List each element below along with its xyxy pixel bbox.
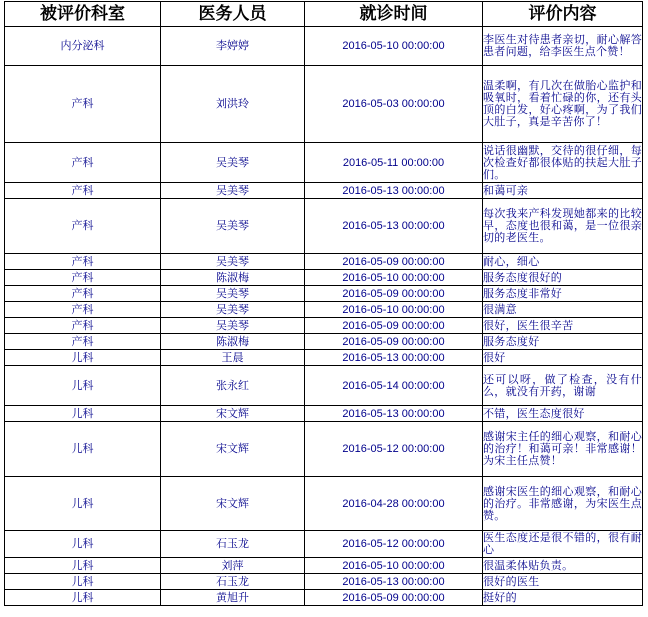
table-row <box>5 302 643 318</box>
visit-time-cell: 2016-05-09 00:00:00 <box>305 318 483 334</box>
department-cell: 儿科 <box>5 366 161 406</box>
department-cell: 产科 <box>5 254 161 270</box>
content-cell: 很好的医生 <box>483 574 643 590</box>
content-cell: 很好，医生很辛苦 <box>483 318 643 334</box>
content-cell: 说话很幽默，交待的很仔细，每次检查好都很体贴的扶起大肚子们。 <box>483 143 642 181</box>
header-row <box>5 2 643 27</box>
staff-cell: 张永红 <box>161 366 305 406</box>
staff-cell: 石玉龙 <box>161 531 305 558</box>
department-cell: 产科 <box>5 199 161 254</box>
table-row <box>5 254 643 270</box>
table-row <box>5 406 643 422</box>
table-row <box>5 318 643 334</box>
header-staff: 医务人员 <box>161 2 305 27</box>
staff-cell: 吴美琴 <box>161 199 305 254</box>
content-cell: 感谢宋医生的细心观察，和耐心的治疗。非常感谢，为宋医生点赞。 <box>483 477 643 531</box>
staff-cell: 吴美琴 <box>161 286 305 302</box>
visit-time-cell: 2016-05-09 00:00:00 <box>305 254 483 270</box>
visit-time-cell: 2016-05-09 00:00:00 <box>305 334 483 350</box>
staff-cell: 陈淑梅 <box>161 270 305 286</box>
table-row <box>5 270 643 286</box>
staff-cell: 吴美琴 <box>161 183 305 199</box>
evaluation-table <box>4 1 643 606</box>
visit-time-cell: 2016-05-10 00:00:00 <box>305 27 483 66</box>
department-cell: 儿科 <box>5 406 161 422</box>
table-row <box>5 66 643 143</box>
table-row <box>5 334 643 350</box>
department-cell: 产科 <box>5 143 161 183</box>
visit-time-cell: 2016-05-09 00:00:00 <box>305 590 483 606</box>
staff-cell: 吴美琴 <box>161 318 305 334</box>
content-cell: 和蔼可亲 <box>483 183 643 199</box>
header-department: 被评价科室 <box>5 2 161 27</box>
department-cell: 产科 <box>5 286 161 302</box>
content-cell: 挺好的 <box>483 590 643 606</box>
visit-time-cell: 2016-04-28 00:00:00 <box>305 477 483 531</box>
visit-time-cell: 2016-05-14 00:00:00 <box>305 366 483 406</box>
department-cell: 儿科 <box>5 422 161 477</box>
visit-time-cell: 2016-05-13 00:00:00 <box>305 406 483 422</box>
staff-cell: 吴美琴 <box>161 302 305 318</box>
department-cell: 产科 <box>5 318 161 334</box>
visit-time-cell: 2016-05-10 00:00:00 <box>305 270 483 286</box>
staff-cell: 石玉龙 <box>161 574 305 590</box>
content-cell: 很好 <box>483 350 643 366</box>
department-cell: 产科 <box>5 302 161 318</box>
visit-time-cell: 2016-05-09 00:00:00 <box>305 286 483 302</box>
table-row <box>5 558 643 574</box>
department-cell: 儿科 <box>5 477 161 531</box>
content-cell: 服务态度非常好 <box>483 286 643 302</box>
content-cell: 感谢宋主任的细心观察，和耐心的治疗！和蔼可亲！非常感谢！为宋主任点赞！ <box>483 422 643 477</box>
table-row <box>5 27 643 66</box>
content-cell: 还可以呀，做了检查，没有什么，就没有开药，谢谢 <box>483 366 643 406</box>
content-cell: 服务态度很好的 <box>483 270 643 286</box>
staff-cell: 刘洪玲 <box>161 66 305 143</box>
content-cell: 温柔啊，有几次在做胎心监护和吸氧时，看着忙碌的你，还有头顶的白发，好心疼啊，为了我们大肚子，真是辛苦你了！ <box>483 66 643 143</box>
table-row <box>5 422 643 477</box>
table-row <box>5 183 643 199</box>
table-row <box>5 143 643 183</box>
table-row <box>5 477 643 531</box>
staff-cell: 王晨 <box>161 350 305 366</box>
content-cell: 服务态度好 <box>483 334 643 350</box>
department-cell: 儿科 <box>5 350 161 366</box>
visit-time-cell: 2016-05-10 00:00:00 <box>305 302 483 318</box>
table-row <box>5 286 643 302</box>
department-cell: 产科 <box>5 183 161 199</box>
table-row <box>5 366 643 406</box>
content-cell: 耐心，细心 <box>483 254 643 270</box>
visit-time-cell: 2016-05-13 00:00:00 <box>305 350 483 366</box>
staff-cell: 黄旭升 <box>161 590 305 606</box>
header-visit-time: 就诊时间 <box>305 2 483 27</box>
visit-time-cell: 2016-05-12 00:00:00 <box>305 531 483 558</box>
content-cell: 不错，医生态度很好 <box>483 406 643 422</box>
staff-cell: 宋文辉 <box>161 422 305 477</box>
content-cell: 医生态度还是很不错的，很有耐心 <box>483 531 642 556</box>
staff-cell: 吴美琴 <box>161 254 305 270</box>
table-row <box>5 350 643 366</box>
staff-cell: 宋文辉 <box>161 406 305 422</box>
content-cell: 很温柔体贴负责。 <box>483 558 643 574</box>
content-cell: 李医生对待患者亲切，耐心解答患者问题，给李医生点个赞！ <box>483 27 643 66</box>
visit-time-cell: 2016-05-13 00:00:00 <box>305 574 483 590</box>
visit-time-cell: 2016-05-10 00:00:00 <box>305 558 483 574</box>
visit-time-cell: 2016-05-12 00:00:00 <box>305 422 483 477</box>
staff-cell: 吴美琴 <box>161 143 305 183</box>
content-cell: 很满意 <box>483 302 643 318</box>
department-cell: 产科 <box>5 66 161 143</box>
department-cell: 儿科 <box>5 590 161 606</box>
department-cell: 产科 <box>5 270 161 286</box>
department-cell: 产科 <box>5 334 161 350</box>
table-row <box>5 574 643 590</box>
department-cell: 儿科 <box>5 558 161 574</box>
table-body <box>5 27 643 606</box>
visit-time-cell: 2016-05-13 00:00:00 <box>305 199 483 254</box>
table-row <box>5 531 643 558</box>
staff-cell: 宋文辉 <box>161 477 305 531</box>
department-cell: 儿科 <box>5 531 161 558</box>
table-row <box>5 590 643 606</box>
content-cell: 每次我来产科发现她都来的比较早，态度也很和蔼，是一位很亲切的老医生。 <box>483 199 643 254</box>
visit-time-cell: 2016-05-13 00:00:00 <box>305 183 483 199</box>
visit-time-cell: 2016-05-03 00:00:00 <box>305 66 483 143</box>
staff-cell: 陈淑梅 <box>161 334 305 350</box>
table-row <box>5 199 643 254</box>
header-content: 评价内容 <box>483 2 643 27</box>
department-cell: 内分泌科 <box>5 27 161 66</box>
staff-cell: 刘萍 <box>161 558 305 574</box>
department-cell: 儿科 <box>5 574 161 590</box>
visit-time-cell: 2016-05-11 00:00:00 <box>305 143 483 183</box>
staff-cell: 李婷婷 <box>161 27 305 66</box>
